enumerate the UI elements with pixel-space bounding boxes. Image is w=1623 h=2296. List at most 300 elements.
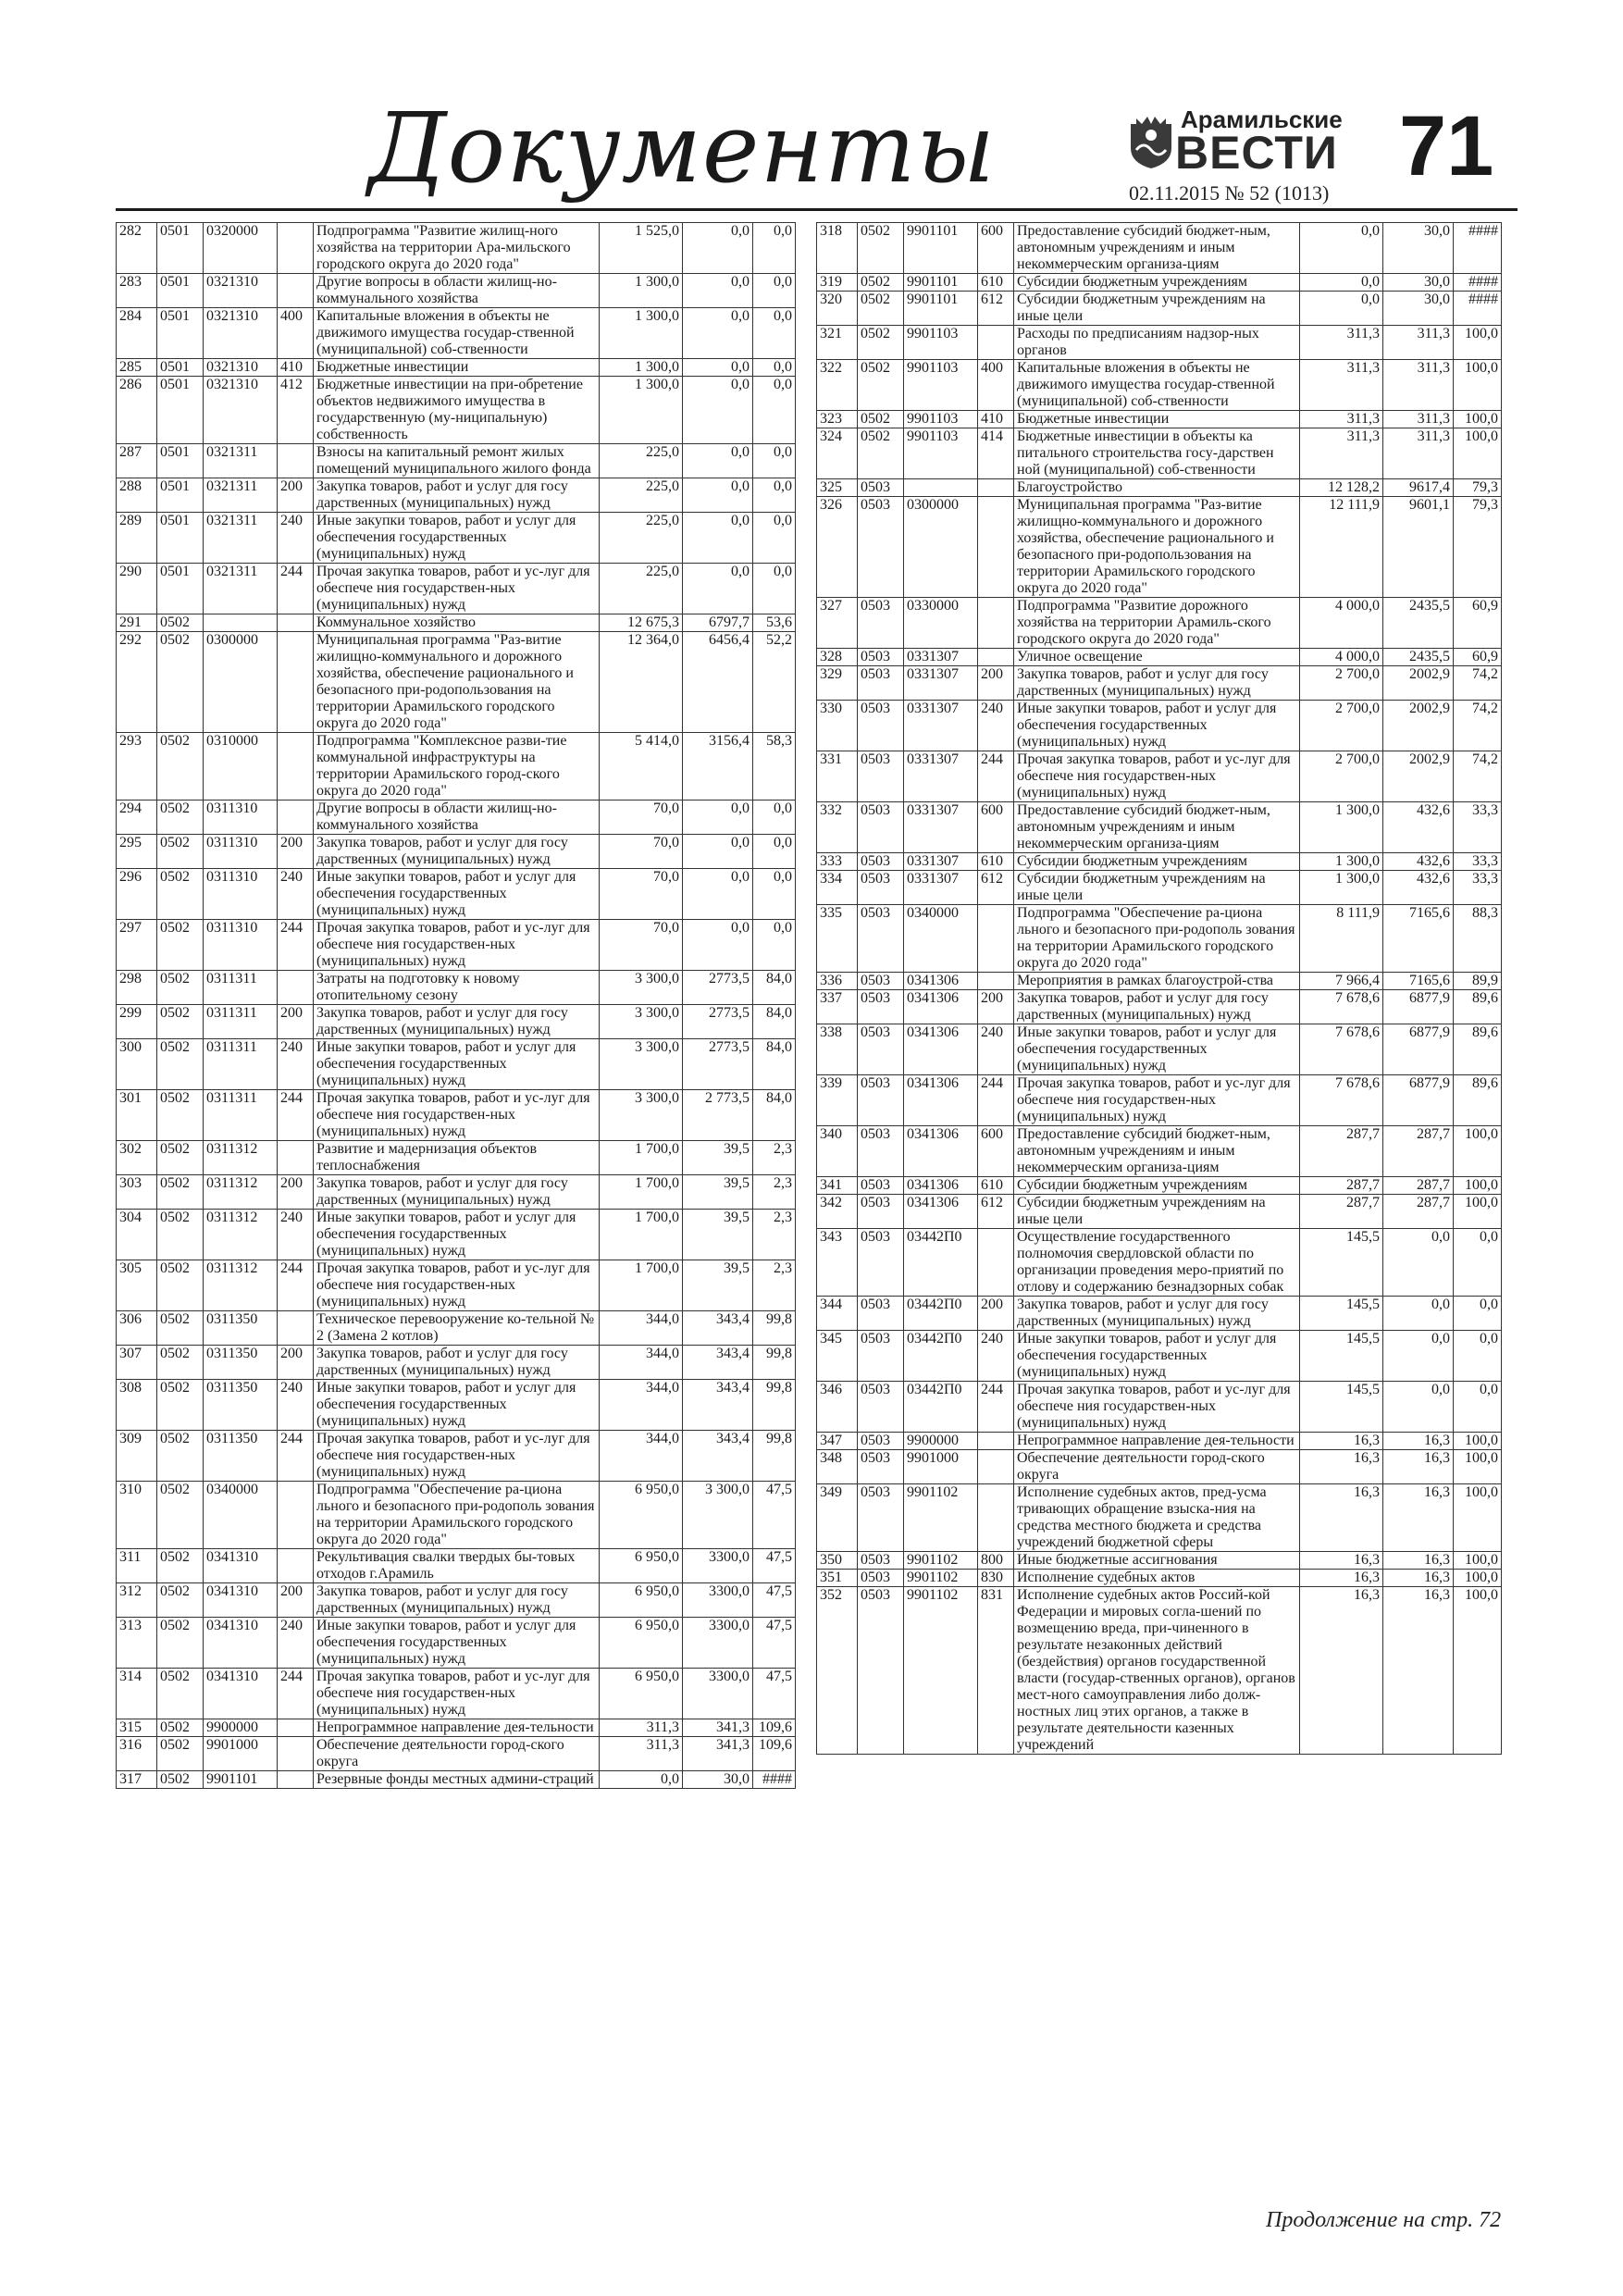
expense-type	[978, 649, 1014, 666]
table-row	[117, 1669, 796, 1719]
section-code: 0503	[858, 1433, 904, 1450]
planned-amount: 8 111,9	[1300, 905, 1383, 973]
executed-amount: 6877,9	[1383, 990, 1454, 1024]
target-code: 0311312	[204, 1260, 278, 1311]
expense-type	[278, 614, 314, 632]
section-code: 0503	[858, 479, 904, 497]
budget-table-right-body	[817, 223, 1502, 1755]
brand-name-top: Арамильские	[1181, 105, 1343, 133]
executed-amount: 0,0	[1383, 1382, 1454, 1433]
row-number: 350	[817, 1552, 858, 1570]
executed-amount: 0,0	[683, 444, 753, 478]
expense-type: 610	[978, 853, 1014, 871]
section-code: 0501	[157, 308, 204, 359]
row-number: 328	[817, 649, 858, 666]
target-code: 0331307	[904, 802, 978, 853]
row-number: 326	[817, 497, 858, 598]
row-number: 342	[817, 1195, 858, 1229]
expense-type: 240	[978, 1024, 1014, 1075]
expense-type: 244	[278, 564, 314, 614]
section-code: 0502	[157, 1380, 204, 1431]
item-name: Закупка товаров, работ и услуг для госу дарственных (муниципальных) нужд	[314, 478, 600, 513]
section-code: 0502	[157, 1260, 204, 1311]
planned-amount: 12 364,0	[600, 632, 683, 733]
expense-type: 200	[278, 478, 314, 513]
executed-amount: 343,4	[683, 1346, 753, 1380]
executed-amount: 0,0	[683, 513, 753, 564]
executed-amount: 3156,4	[683, 733, 753, 800]
expense-type: 240	[278, 1210, 314, 1260]
row-number: 344	[817, 1297, 858, 1331]
planned-amount: 70,0	[600, 800, 683, 835]
planned-amount: 7 678,6	[1300, 1024, 1383, 1075]
row-number: 308	[117, 1380, 157, 1431]
table-row	[817, 973, 1502, 990]
planned-amount: 1 300,0	[600, 359, 683, 377]
expense-type: 244	[978, 1075, 1014, 1126]
expense-type	[978, 1433, 1014, 1450]
expense-type	[278, 1771, 314, 1789]
table-row	[117, 800, 796, 835]
target-code: 0331307	[904, 649, 978, 666]
table-row	[117, 377, 796, 444]
executed-amount: 0,0	[683, 835, 753, 869]
expense-type: 244	[278, 1090, 314, 1141]
execution-percent: 100,0	[1454, 1552, 1502, 1570]
table-row	[817, 497, 1502, 598]
row-number: 321	[817, 326, 858, 360]
row-number: 284	[117, 308, 157, 359]
executed-amount: 30,0	[683, 1771, 753, 1789]
executed-amount: 311,3	[1383, 411, 1454, 428]
row-number: 287	[117, 444, 157, 478]
execution-percent: 33,3	[1454, 853, 1502, 871]
table-row	[117, 1771, 796, 1789]
table-row	[817, 1297, 1502, 1331]
target-code: 0330000	[904, 598, 978, 649]
item-name: Исполнение судебных актов, пред-усма тривающих обращение взыска-ния на средства местного бюджета и средства учреждений бюджетной сферы	[1014, 1484, 1300, 1552]
expense-type: 200	[278, 835, 314, 869]
row-number: 312	[117, 1583, 157, 1618]
table-row	[117, 513, 796, 564]
execution-percent: 99,8	[753, 1311, 796, 1346]
execution-percent: 0,0	[753, 444, 796, 478]
item-name: Субсидии бюджетным учреждениям на иные цели	[1014, 871, 1300, 905]
execution-percent: 47,5	[753, 1482, 796, 1549]
table-row	[117, 478, 796, 513]
table-row	[817, 1331, 1502, 1382]
target-code: 0311310	[204, 920, 278, 971]
execution-percent: 0,0	[753, 835, 796, 869]
executed-amount: 0,0	[683, 308, 753, 359]
item-name: Закупка товаров, работ и услуг для госу дарственных (муниципальных) нужд	[1014, 1297, 1300, 1331]
planned-amount: 12 128,2	[1300, 479, 1383, 497]
table-row	[117, 1482, 796, 1549]
target-code: 0331307	[904, 701, 978, 751]
executed-amount: 6877,9	[1383, 1075, 1454, 1126]
row-number: 339	[817, 1075, 858, 1126]
item-name: Взносы на капитальный ремонт жилых помещений муниципального жилого фонда	[314, 444, 600, 478]
table-row	[817, 1570, 1502, 1587]
target-code: 0300000	[904, 497, 978, 598]
section-code: 0503	[858, 1126, 904, 1177]
expense-type	[278, 733, 314, 800]
section-code: 0502	[157, 1311, 204, 1346]
row-number: 313	[117, 1618, 157, 1669]
planned-amount: 2 700,0	[1300, 751, 1383, 802]
executed-amount: 341,3	[683, 1719, 753, 1737]
table-row	[817, 1177, 1502, 1195]
planned-amount: 145,5	[1300, 1331, 1383, 1382]
expense-type	[278, 1311, 314, 1346]
execution-percent: 84,0	[753, 1039, 796, 1090]
planned-amount: 1 300,0	[600, 274, 683, 308]
item-name: Субсидии бюджетным учреждениям	[1014, 1177, 1300, 1195]
row-number: 345	[817, 1331, 858, 1382]
planned-amount: 1 300,0	[600, 377, 683, 444]
execution-percent: 89,6	[1454, 1024, 1502, 1075]
planned-amount: 1 300,0	[1300, 802, 1383, 853]
row-number: 294	[117, 800, 157, 835]
executed-amount: 30,0	[1383, 223, 1454, 274]
item-name: Субсидии бюджетным учреждениям на иные цели	[1014, 1195, 1300, 1229]
section-code: 0502	[157, 1771, 204, 1789]
target-code: 0321311	[204, 478, 278, 513]
executed-amount: 2002,9	[1383, 751, 1454, 802]
planned-amount: 0,0	[1300, 274, 1383, 292]
section-code: 0502	[858, 411, 904, 428]
item-name: Муниципальная программа "Раз-витие жилищно-коммунального и дорожного хозяйства, обеспечение рационального и безопасного при-родопользования на территории Арамильского городского округа до 2020 года"	[314, 632, 600, 733]
section-code: 0503	[858, 1570, 904, 1587]
row-number: 320	[817, 292, 858, 326]
expense-type: 400	[978, 360, 1014, 411]
execution-percent: 60,9	[1454, 598, 1502, 649]
table-row	[117, 359, 796, 377]
table-row	[817, 1229, 1502, 1297]
row-number: 322	[817, 360, 858, 411]
table-row	[817, 990, 1502, 1024]
row-number: 286	[117, 377, 157, 444]
planned-amount: 16,3	[1300, 1433, 1383, 1450]
section-code: 0503	[858, 1484, 904, 1552]
target-code: 0311350	[204, 1346, 278, 1380]
row-number: 343	[817, 1229, 858, 1297]
execution-percent: 33,3	[1454, 871, 1502, 905]
target-code: 0311311	[204, 971, 278, 1005]
execution-percent: 84,0	[753, 1090, 796, 1141]
table-row	[817, 701, 1502, 751]
execution-percent: 100,0	[1454, 326, 1502, 360]
section-code: 0502	[157, 835, 204, 869]
executed-amount: 432,6	[1383, 853, 1454, 871]
target-code: 9901101	[904, 274, 978, 292]
section-code: 0502	[858, 428, 904, 479]
item-name: Закупка товаров, работ и услуг для госу дарственных (муниципальных) нужд	[314, 1175, 600, 1210]
section-code: 0502	[157, 869, 204, 920]
item-name: Подпрограмма "Обеспечение ра-циона льного и безопасного при-родополь зования на территории Арамильского городского округа до 2020 года"	[1014, 905, 1300, 973]
executed-amount: 0,0	[683, 800, 753, 835]
expense-type	[278, 444, 314, 478]
execution-percent: 33,3	[1454, 802, 1502, 853]
row-number: 305	[117, 1260, 157, 1311]
planned-amount: 1 700,0	[600, 1260, 683, 1311]
executed-amount: 16,3	[1383, 1570, 1454, 1587]
section-code: 0502	[157, 1175, 204, 1210]
expense-type: 240	[278, 513, 314, 564]
planned-amount: 3 300,0	[600, 971, 683, 1005]
item-name: Мероприятия в рамках благоустрой-ства	[1014, 973, 1300, 990]
section-code: 0502	[157, 1346, 204, 1380]
section-code: 0503	[858, 1382, 904, 1433]
item-name: Иные закупки товаров, работ и услуг для обеспечения государственных (муниципальных) нужд	[1014, 1331, 1300, 1382]
table-row	[117, 1431, 796, 1482]
table-row	[817, 1024, 1502, 1075]
target-code: 0311312	[204, 1141, 278, 1175]
planned-amount: 344,0	[600, 1346, 683, 1380]
table-row	[817, 1552, 1502, 1570]
table-row	[817, 649, 1502, 666]
executed-amount: 0,0	[683, 223, 753, 274]
section-code: 0503	[858, 1024, 904, 1075]
executed-amount: 2773,5	[683, 1005, 753, 1039]
planned-amount: 311,3	[1300, 411, 1383, 428]
table-row	[117, 1260, 796, 1311]
item-name: Техническое перевооружение ко-тельной № 2 (Замена 2 котлов)	[314, 1311, 600, 1346]
planned-amount: 16,3	[1300, 1484, 1383, 1552]
target-code: 0311311	[204, 1039, 278, 1090]
row-number: 295	[117, 835, 157, 869]
planned-amount: 16,3	[1300, 1552, 1383, 1570]
expense-type	[278, 1549, 314, 1583]
execution-percent: 47,5	[753, 1669, 796, 1719]
section-code: 0501	[157, 564, 204, 614]
planned-amount: 6 950,0	[600, 1669, 683, 1719]
executed-amount: 3300,0	[683, 1618, 753, 1669]
expense-type	[978, 1450, 1014, 1484]
row-number: 293	[117, 733, 157, 800]
execution-percent: 47,5	[753, 1549, 796, 1583]
section-code: 0502	[157, 614, 204, 632]
expense-type	[978, 479, 1014, 497]
expense-type	[278, 632, 314, 733]
table-row	[817, 802, 1502, 853]
section-code: 0503	[858, 871, 904, 905]
table-row	[117, 632, 796, 733]
table-row	[117, 614, 796, 632]
target-code: 9901101	[904, 292, 978, 326]
execution-percent: 99,8	[753, 1380, 796, 1431]
execution-percent: 52,2	[753, 632, 796, 733]
row-number: 300	[117, 1039, 157, 1090]
executed-amount: 30,0	[1383, 274, 1454, 292]
target-code: 0311311	[204, 1005, 278, 1039]
row-number: 340	[817, 1126, 858, 1177]
expense-type	[278, 1737, 314, 1771]
execution-percent: 89,6	[1454, 990, 1502, 1024]
execution-percent: 100,0	[1454, 428, 1502, 479]
planned-amount: 70,0	[600, 835, 683, 869]
row-number: 319	[817, 274, 858, 292]
item-name: Иные закупки товаров, работ и услуг для обеспечения государственных (муниципальных) нужд	[314, 1380, 600, 1431]
item-name: Предоставление субсидий бюджет-ным, автономным учреждениям и иным некоммерческим организа-циям	[1014, 1126, 1300, 1177]
section-code: 0502	[858, 274, 904, 292]
table-row	[817, 666, 1502, 701]
target-code: 03442П0	[904, 1331, 978, 1382]
target-code: 0321310	[204, 359, 278, 377]
section-code: 0502	[157, 1618, 204, 1669]
planned-amount: 7 678,6	[1300, 1075, 1383, 1126]
row-number: 302	[117, 1141, 157, 1175]
planned-amount: 344,0	[600, 1380, 683, 1431]
target-code: 0311312	[204, 1175, 278, 1210]
item-name: Иные закупки товаров, работ и услуг для обеспечения государственных (муниципальных) нужд	[314, 869, 600, 920]
section-code: 0501	[157, 377, 204, 444]
budget-table-right	[816, 222, 1502, 1755]
execution-percent: 89,6	[1454, 1075, 1502, 1126]
section-code: 0503	[858, 497, 904, 598]
table-row	[817, 292, 1502, 326]
executed-amount: 0,0	[683, 869, 753, 920]
section-code: 0502	[858, 326, 904, 360]
expense-type: 240	[278, 1380, 314, 1431]
item-name: Осуществление государственного полномочия свердловской области по организации проведения меро-приятий по отлову и содержанию безнадзорных собак	[1014, 1229, 1300, 1297]
planned-amount: 16,3	[1300, 1587, 1383, 1755]
target-code: 0341310	[204, 1618, 278, 1669]
planned-amount: 311,3	[1300, 326, 1383, 360]
target-code: 0340000	[204, 1482, 278, 1549]
planned-amount: 225,0	[600, 478, 683, 513]
planned-amount: 344,0	[600, 1431, 683, 1482]
row-number: 341	[817, 1177, 858, 1195]
continuation-note: Продолжение на стр. 72	[1266, 2208, 1502, 2232]
execution-percent: 100,0	[1454, 360, 1502, 411]
execution-percent: 47,5	[753, 1618, 796, 1669]
item-name: Закупка товаров, работ и услуг для госу дарственных (муниципальных) нужд	[1014, 990, 1300, 1024]
table-row	[817, 1450, 1502, 1484]
executed-amount: 287,7	[1383, 1195, 1454, 1229]
table-row	[117, 1175, 796, 1210]
item-name: Иные бюджетные ассигнования	[1014, 1552, 1300, 1570]
planned-amount: 0,0	[600, 1771, 683, 1789]
table-row	[817, 1195, 1502, 1229]
section-code: 0503	[858, 853, 904, 871]
execution-percent: 100,0	[1454, 1195, 1502, 1229]
executed-amount: 343,4	[683, 1431, 753, 1482]
table-row	[117, 1737, 796, 1771]
target-code: 0321310	[204, 377, 278, 444]
table-row	[117, 1039, 796, 1090]
executed-amount: 343,4	[683, 1380, 753, 1431]
executed-amount: 2 773,5	[683, 1090, 753, 1141]
execution-percent: ####	[1454, 292, 1502, 326]
item-name: Закупка товаров, работ и услуг для госу дарственных (муниципальных) нужд	[314, 835, 600, 869]
execution-percent: 60,9	[1454, 649, 1502, 666]
expense-type: 244	[978, 1382, 1014, 1433]
executed-amount: 432,6	[1383, 802, 1454, 853]
planned-amount: 344,0	[600, 1311, 683, 1346]
table-row	[117, 733, 796, 800]
item-name: Затраты на подготовку к новому отопительному сезону	[314, 971, 600, 1005]
planned-amount: 6 950,0	[600, 1618, 683, 1669]
executed-amount: 16,3	[1383, 1484, 1454, 1552]
section-title: Документы	[368, 92, 997, 205]
target-code: 0321311	[204, 444, 278, 478]
brand-name-main: ВЕСТИ	[1175, 127, 1338, 179]
item-name: Другие вопросы в области жилищ-но-коммунального хозяйства	[314, 800, 600, 835]
item-name: Предоставление субсидий бюджет-ным, автономным учреждениям и иным некоммерческим организа-циям	[1014, 802, 1300, 853]
execution-percent: 100,0	[1454, 1126, 1502, 1177]
execution-percent: 0,0	[1454, 1331, 1502, 1382]
execution-percent: 0,0	[753, 564, 796, 614]
section-code: 0502	[157, 971, 204, 1005]
target-code: 9901103	[904, 326, 978, 360]
execution-percent: 0,0	[753, 223, 796, 274]
row-number: 304	[117, 1210, 157, 1260]
item-name: Капитальные вложения в объекты не движимого имущества государ-ственной (муниципальной) соб-ственности	[1014, 360, 1300, 411]
executed-amount: 7165,6	[1383, 905, 1454, 973]
table-row	[117, 1618, 796, 1669]
planned-amount: 287,7	[1300, 1177, 1383, 1195]
row-number: 310	[117, 1482, 157, 1549]
target-code: 9900000	[204, 1719, 278, 1737]
item-name: Подпрограмма "Развитие дорожного хозяйства на территории Арамиль-ского городского округа до 2020 года"	[1014, 598, 1300, 649]
expense-type: 200	[278, 1175, 314, 1210]
target-code: 0311350	[204, 1431, 278, 1482]
item-name: Благоустройство	[1014, 479, 1300, 497]
item-name: Бюджетные инвестиции на при-обретение объектов недвижимого имущества в государственную (му-ниципальную) собственность	[314, 377, 600, 444]
row-number: 290	[117, 564, 157, 614]
target-code: 9901101	[204, 1771, 278, 1789]
expense-type: 244	[278, 1431, 314, 1482]
expense-type: 612	[978, 1195, 1014, 1229]
planned-amount: 1 300,0	[1300, 853, 1383, 871]
item-name: Развитие и мадернизация объектов теплоснабжения	[314, 1141, 600, 1175]
expense-type	[978, 598, 1014, 649]
planned-amount: 145,5	[1300, 1229, 1383, 1297]
table-row	[817, 326, 1502, 360]
crest-icon	[1127, 113, 1175, 170]
execution-percent: 0,0	[753, 800, 796, 835]
target-code: 0311311	[204, 1090, 278, 1141]
table-row	[117, 564, 796, 614]
execution-percent: 79,3	[1454, 479, 1502, 497]
expense-type: 200	[978, 666, 1014, 701]
planned-amount: 225,0	[600, 513, 683, 564]
item-name: Непрограммное направление дея-тельности	[314, 1719, 600, 1737]
row-number: 324	[817, 428, 858, 479]
row-number: 325	[817, 479, 858, 497]
expense-type	[978, 1484, 1014, 1552]
issue-date-number: 02.11.2015 № 52 (1013)	[1129, 181, 1330, 205]
row-number: 335	[817, 905, 858, 973]
target-code: 0341310	[204, 1583, 278, 1618]
section-code: 0502	[157, 1431, 204, 1482]
expense-type	[278, 971, 314, 1005]
item-name: Резервные фонды местных админи-страций	[314, 1771, 600, 1789]
section-code: 0502	[157, 1669, 204, 1719]
table-row	[117, 1005, 796, 1039]
row-number: 298	[117, 971, 157, 1005]
expense-type: 800	[978, 1552, 1014, 1570]
table-row	[817, 1484, 1502, 1552]
section-code: 0502	[157, 1737, 204, 1771]
expense-type	[278, 274, 314, 308]
expense-type: 240	[978, 701, 1014, 751]
table-row	[117, 971, 796, 1005]
item-name: Прочая закупка товаров, работ и ус-луг для обеспече ния государствен-ных (муниципальных) нужд	[314, 1431, 600, 1482]
row-number: 330	[817, 701, 858, 751]
execution-percent: 0,0	[1454, 1382, 1502, 1433]
